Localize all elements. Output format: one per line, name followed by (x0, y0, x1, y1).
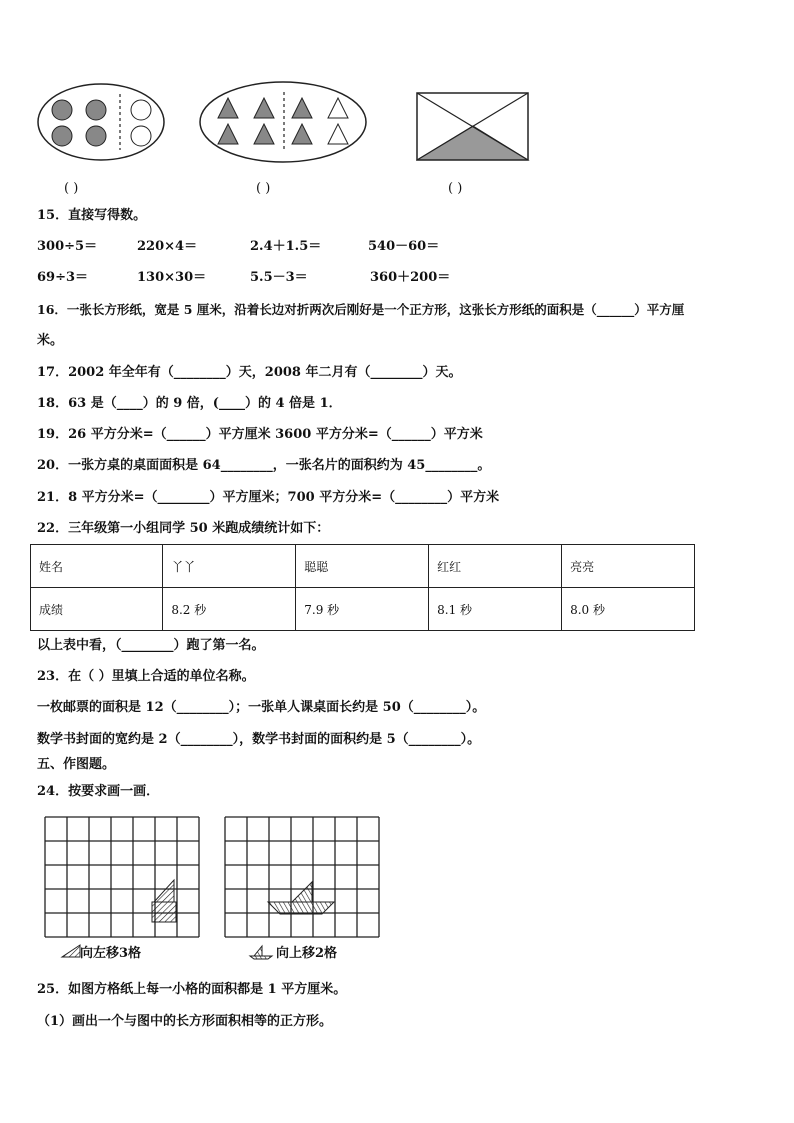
calc-item: 2.4＋1.5＝ (250, 239, 322, 254)
filled-triangle (218, 98, 238, 118)
calc-item: 69÷3＝ (37, 270, 89, 285)
calc-item: 220×4＝ (137, 239, 198, 254)
question-15: 15．直接写得数。 (37, 208, 147, 223)
figure-circles-oval (36, 82, 166, 162)
answer-blank-1[interactable]: ( ) (64, 181, 79, 196)
table-row (31, 588, 695, 631)
table-cell: 7.9 秒 (296, 588, 429, 631)
question-23: 23．在（ ）里填上合适的单位名称。 (37, 669, 255, 684)
flag-shape (154, 880, 174, 902)
filled-triangle (254, 124, 274, 144)
filled-triangle (218, 124, 238, 144)
table-cell: 红红 (429, 545, 562, 588)
calc-item: 300÷5＝ (37, 239, 98, 254)
filled-circle (86, 100, 106, 120)
figure-rectangle-shaded (416, 92, 530, 162)
question-23-line2: 数学书封面的宽约是 2（________），数学书封面的面积约是 5（________）。 (37, 732, 481, 747)
table-cell: 丫丫 (163, 545, 296, 588)
question-23-line1: 一枚邮票的面积是 12（________）；一张单人课桌面长约是 50（________）。 (37, 700, 486, 715)
filled-triangle (292, 124, 312, 144)
table-cell: 8.0 秒 (562, 588, 695, 631)
boat-hull (268, 902, 334, 914)
filled-triangle (292, 98, 312, 118)
question-18: 18．63 是（____）的 9 倍，(____）的 4 倍是 1． (37, 396, 342, 411)
question-24: 24．按要求画一画． (37, 784, 160, 799)
question-25-part1: （1）画出一个与图中的长方形面积相等的正方形。 (37, 1014, 333, 1029)
question-25: 25．如图方格纸上每一小格的面积都是 1 平方厘米。 (37, 982, 347, 997)
filled-circle (52, 126, 72, 146)
question-21: 21．8 平方分米=（________）平方厘米；700 平方分米=（________）平方米 (37, 490, 500, 505)
flag-small-icon (60, 943, 82, 959)
answer-blank-2[interactable]: ( ) (256, 181, 271, 196)
section-title: 五、作图题。 (37, 757, 116, 772)
empty-circle (131, 126, 151, 146)
empty-triangle (328, 98, 348, 118)
question-16-cont: 米。 (37, 333, 64, 348)
empty-triangle (328, 124, 348, 144)
question-16: 16．一张长方形纸，宽是 5 厘米，沿着长边对折两次后刚好是一个正方形，这张长方形纸的面积是（______）平方厘 (37, 302, 685, 317)
table-row (31, 545, 695, 588)
figure-triangles-oval (198, 80, 368, 164)
question-22-answer: 以上表中看，（________）跑了第一名。 (37, 638, 265, 653)
calc-item: 540－60＝ (368, 239, 440, 254)
calc-item: 360＋200＝ (370, 270, 451, 285)
filled-triangle (254, 98, 274, 118)
question-20: 20．一张方桌的桌面面积是 64________，一张名片的面积约为 45________。 (37, 458, 491, 473)
table-cell: 8.1 秒 (429, 588, 562, 631)
empty-circle (131, 100, 151, 120)
flag-shape (152, 902, 176, 922)
table-cell: 聪聪 (296, 545, 429, 588)
grid-right-caption: 向上移2格 (276, 946, 338, 961)
table-cell: 成绩 (31, 588, 163, 631)
question-17: 17．2002 年全年有（________）天，2008 年二月有（________）天。 (37, 365, 462, 380)
score-table (30, 544, 695, 631)
filled-circle (52, 100, 72, 120)
grid-right (224, 816, 380, 938)
boat-sail (292, 882, 312, 902)
calc-item: 130×30＝ (137, 270, 207, 285)
table-cell: 亮亮 (562, 545, 695, 588)
filled-circle (86, 126, 106, 146)
table-cell: 8.2 秒 (163, 588, 296, 631)
calc-item: 5.5－3＝ (250, 270, 308, 285)
question-22: 22．三年级第一小组同学 50 米跑成绩统计如下： (37, 521, 330, 536)
boat-small-icon (248, 944, 274, 960)
grid-left (44, 816, 200, 938)
table-cell: 姓名 (31, 545, 163, 588)
question-19: 19．26 平方分米=（______）平方厘米 3600 平方分米=（______）平方米 (37, 427, 483, 442)
grid-left-caption: 向左移3格 (80, 946, 142, 961)
answer-blank-3[interactable]: ( ) (448, 181, 463, 196)
